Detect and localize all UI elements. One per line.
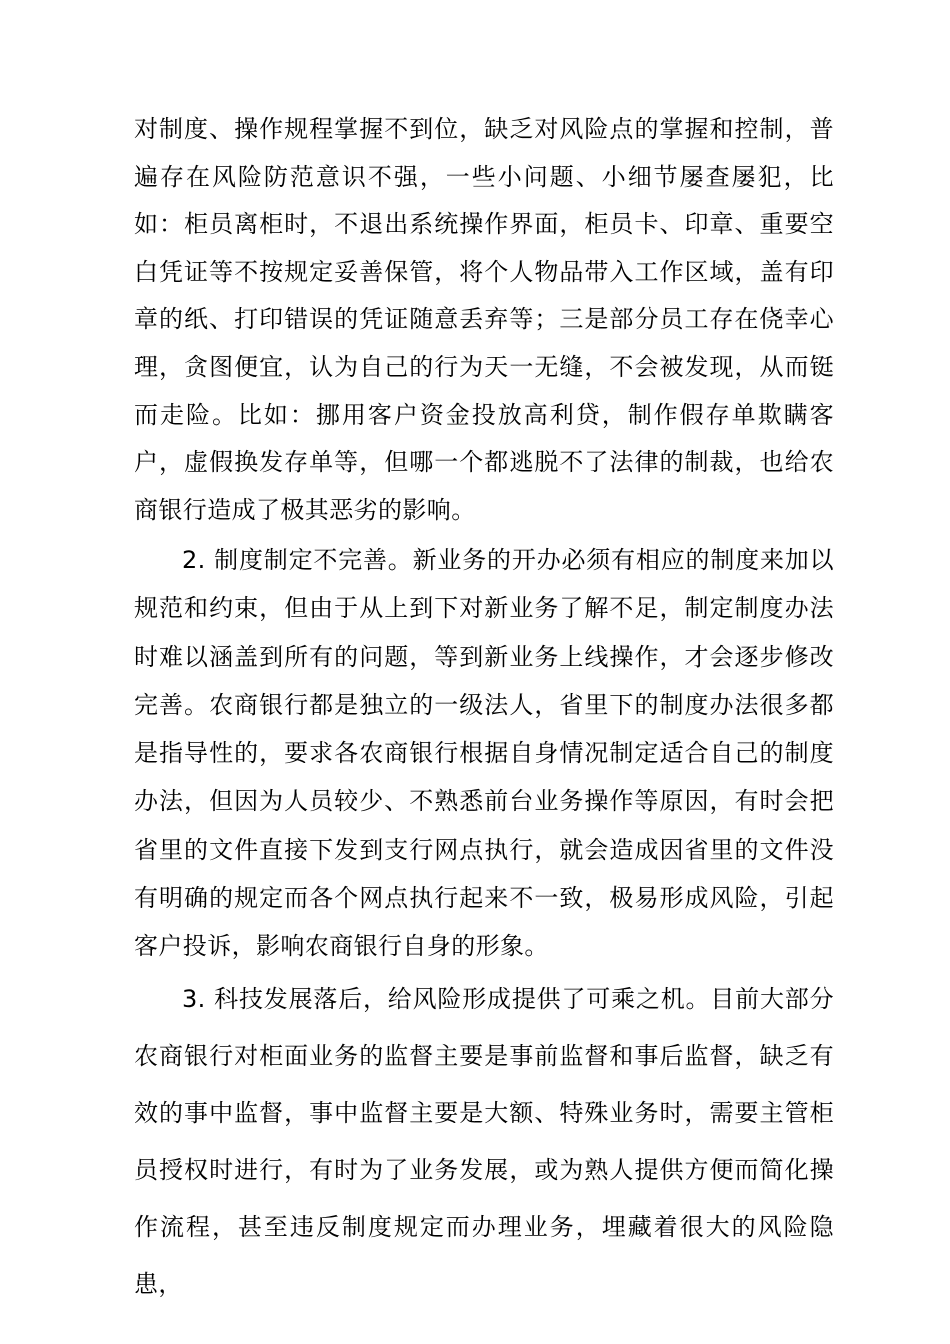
paragraph-item-3: 3. 科技发展落后，给风险形成提供了可乘之机。目前大部分农商银行对柜面业务的监督主要是事前监督和事后监督，缺乏有效的事中监督，事中监督主要是大额、特殊业务时，需要主管柜员授权时进行，有时为了业务发展，或为熟人提供方便而简化操作流程，甚至违反制度规定而办理业务，埋藏着很大的风险隐患， xyxy=(134,985,834,1298)
paragraph-continuation: 对制度、操作规程掌握不到位，缺乏对风险点的掌握和控制，普遍存在风险防范意识不强，一些小问题、小细节屡查屡犯，比如：柜员离柜时，不退出系统操作界面，柜员卡、印章、重要空白凭证等不按规定妥善保管，将个人物品带入工作区域，盖有印章的纸、打印错误的凭证随意丢弃等；三是部分员工存在侥幸心理，贪图便宜，认为自己的行为天一无缝，不会被发现，从而铤而走险。比如：挪用客户资金投放高利贷，制作假存单欺瞒客户，虚假换发存单等，但哪一个都逃脱不了法律的制裁，也给农商银行造成了极其恶劣的影响。 xyxy=(134,115,834,524)
paragraph-item-2: 2. 制度制定不完善。新业务的开办必须有相应的制度来加以规范和约束，但由于从上到下对新业务了解不足，制定制度办法时难以涵盖到所有的问题，等到新业务上线操作，才会逐步修改完善。农商银行都是独立的一级法人，省里下的制度办法很多都是指导性的，要求各农商银行根据自身情况制定适合自己的制度办法，但因为人员较少、不熟悉前台业务操作等原因，有时会把省里的文件直接下发到支行网点执行，就会造成因省里的文件没有明确的规定而各个网点执行起来不一致，极易形成风险，引起客户投诉，影响农商银行自身的形象。 xyxy=(134,546,834,961)
